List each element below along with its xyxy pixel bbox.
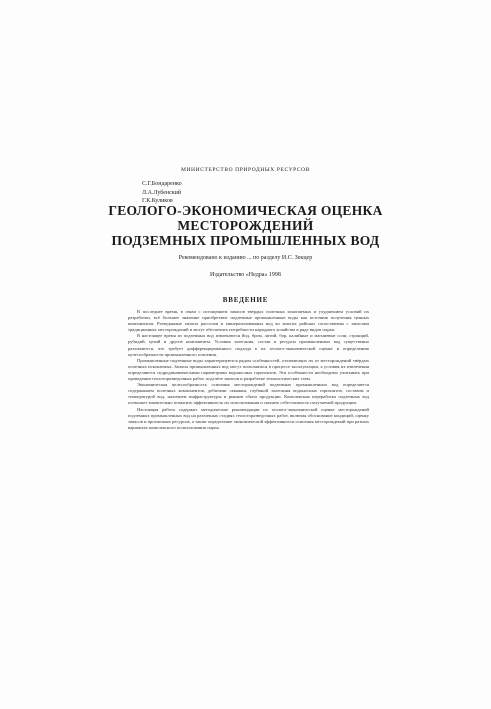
publisher-line: Издательство «Недра» 1998 [210,272,281,278]
body-text [128,309,369,431]
paragraph: В настоящее время из подземных вод извлекаются йод, бром, литий, бор, калийные и магниевые соли, стронций, рубидий, цезий и другие компоненты. Условия залегания, состав и ресурсы промышленных вод существенно различаются, что требует дифференцированного подхода к их геолого-экономической оценке и определению целесообразности промышленного освоения. [128,333,369,357]
paragraph: Промышленные подземные воды характеризуются рядом особенностей, отличающих их от месторождений твёрдых полезных ископаемых. Запасы промышленных вод могут пополняться в процессе эксплуатации, а условия их извлечения определяются гидродинамическими параметрами водоносных горизонтов. Эти особенности необходимо учитывать при проведении геологоразведочных работ, подсчёте запасов и разработке технологических схем. [128,357,369,382]
title-line: ПОДЗЕМНЫХ ПРОМЫШЛЕННЫХ ВОД [111,233,380,248]
author-name: Л.А.Лубенский [142,189,182,196]
paragraph: Экономическая целесообразность освоения месторождений подземных промышленных вод определяется содержанием полезных компонентов, дебитами скважин, глубиной залегания водоносных горизонтов, составом и температурой вод, наличием инфраструктуры и рынков сбыта продукции. Комплексная переработка подземных вод позволяет значительно повысить эффективность их использования и снизить себестоимость получаемой продукции. [128,382,369,406]
title-line: ГЕОЛОГО-ЭКОНОМИЧЕСКАЯ ОЦЕНКА [108,203,383,218]
paragraph: В последнее время, в связи с истощением запасов твёрдых полезных ископаемых и ухудшением условий их разработки, всё большее значение приобретают подземные промышленные воды как источник получения ценных компонентов. Разведанные запасы рассолов и минерализованных вод во многих районах сопоставимы с запасами традиционных месторождений и могут обеспечить потребности народного хозяйства в ряде видов сырья. [128,309,369,333]
section-heading: ВВЕДЕНИЕ [222,296,269,304]
document-title [0,203,491,248]
paragraph: Настоящая работа содержит методические рекомендации по геолого-экономической оценке месторождений подземных промышленных вод на различных стадиях геологоразведочных работ, включая обоснование кондиций, оценку запасов и прогнозных ресурсов, а также определение экономической эффективности освоения месторождений при разных вариантах комплексного использования сырья. [128,406,369,430]
recommendation-line: Рекомендовано к изданию ... по разделу И.С. Зекцер [178,255,313,261]
ministry-header: МИНИСТЕРСТВО ПРИРОДНЫХ РЕСУРСОВ [181,167,310,173]
title-line: МЕСТОРОЖДЕНИЙ [177,218,314,233]
author-name: Г.К.Куликов [142,198,173,204]
authors-list [142,180,182,206]
author-name: С.Г.Бондаренко [142,181,182,187]
